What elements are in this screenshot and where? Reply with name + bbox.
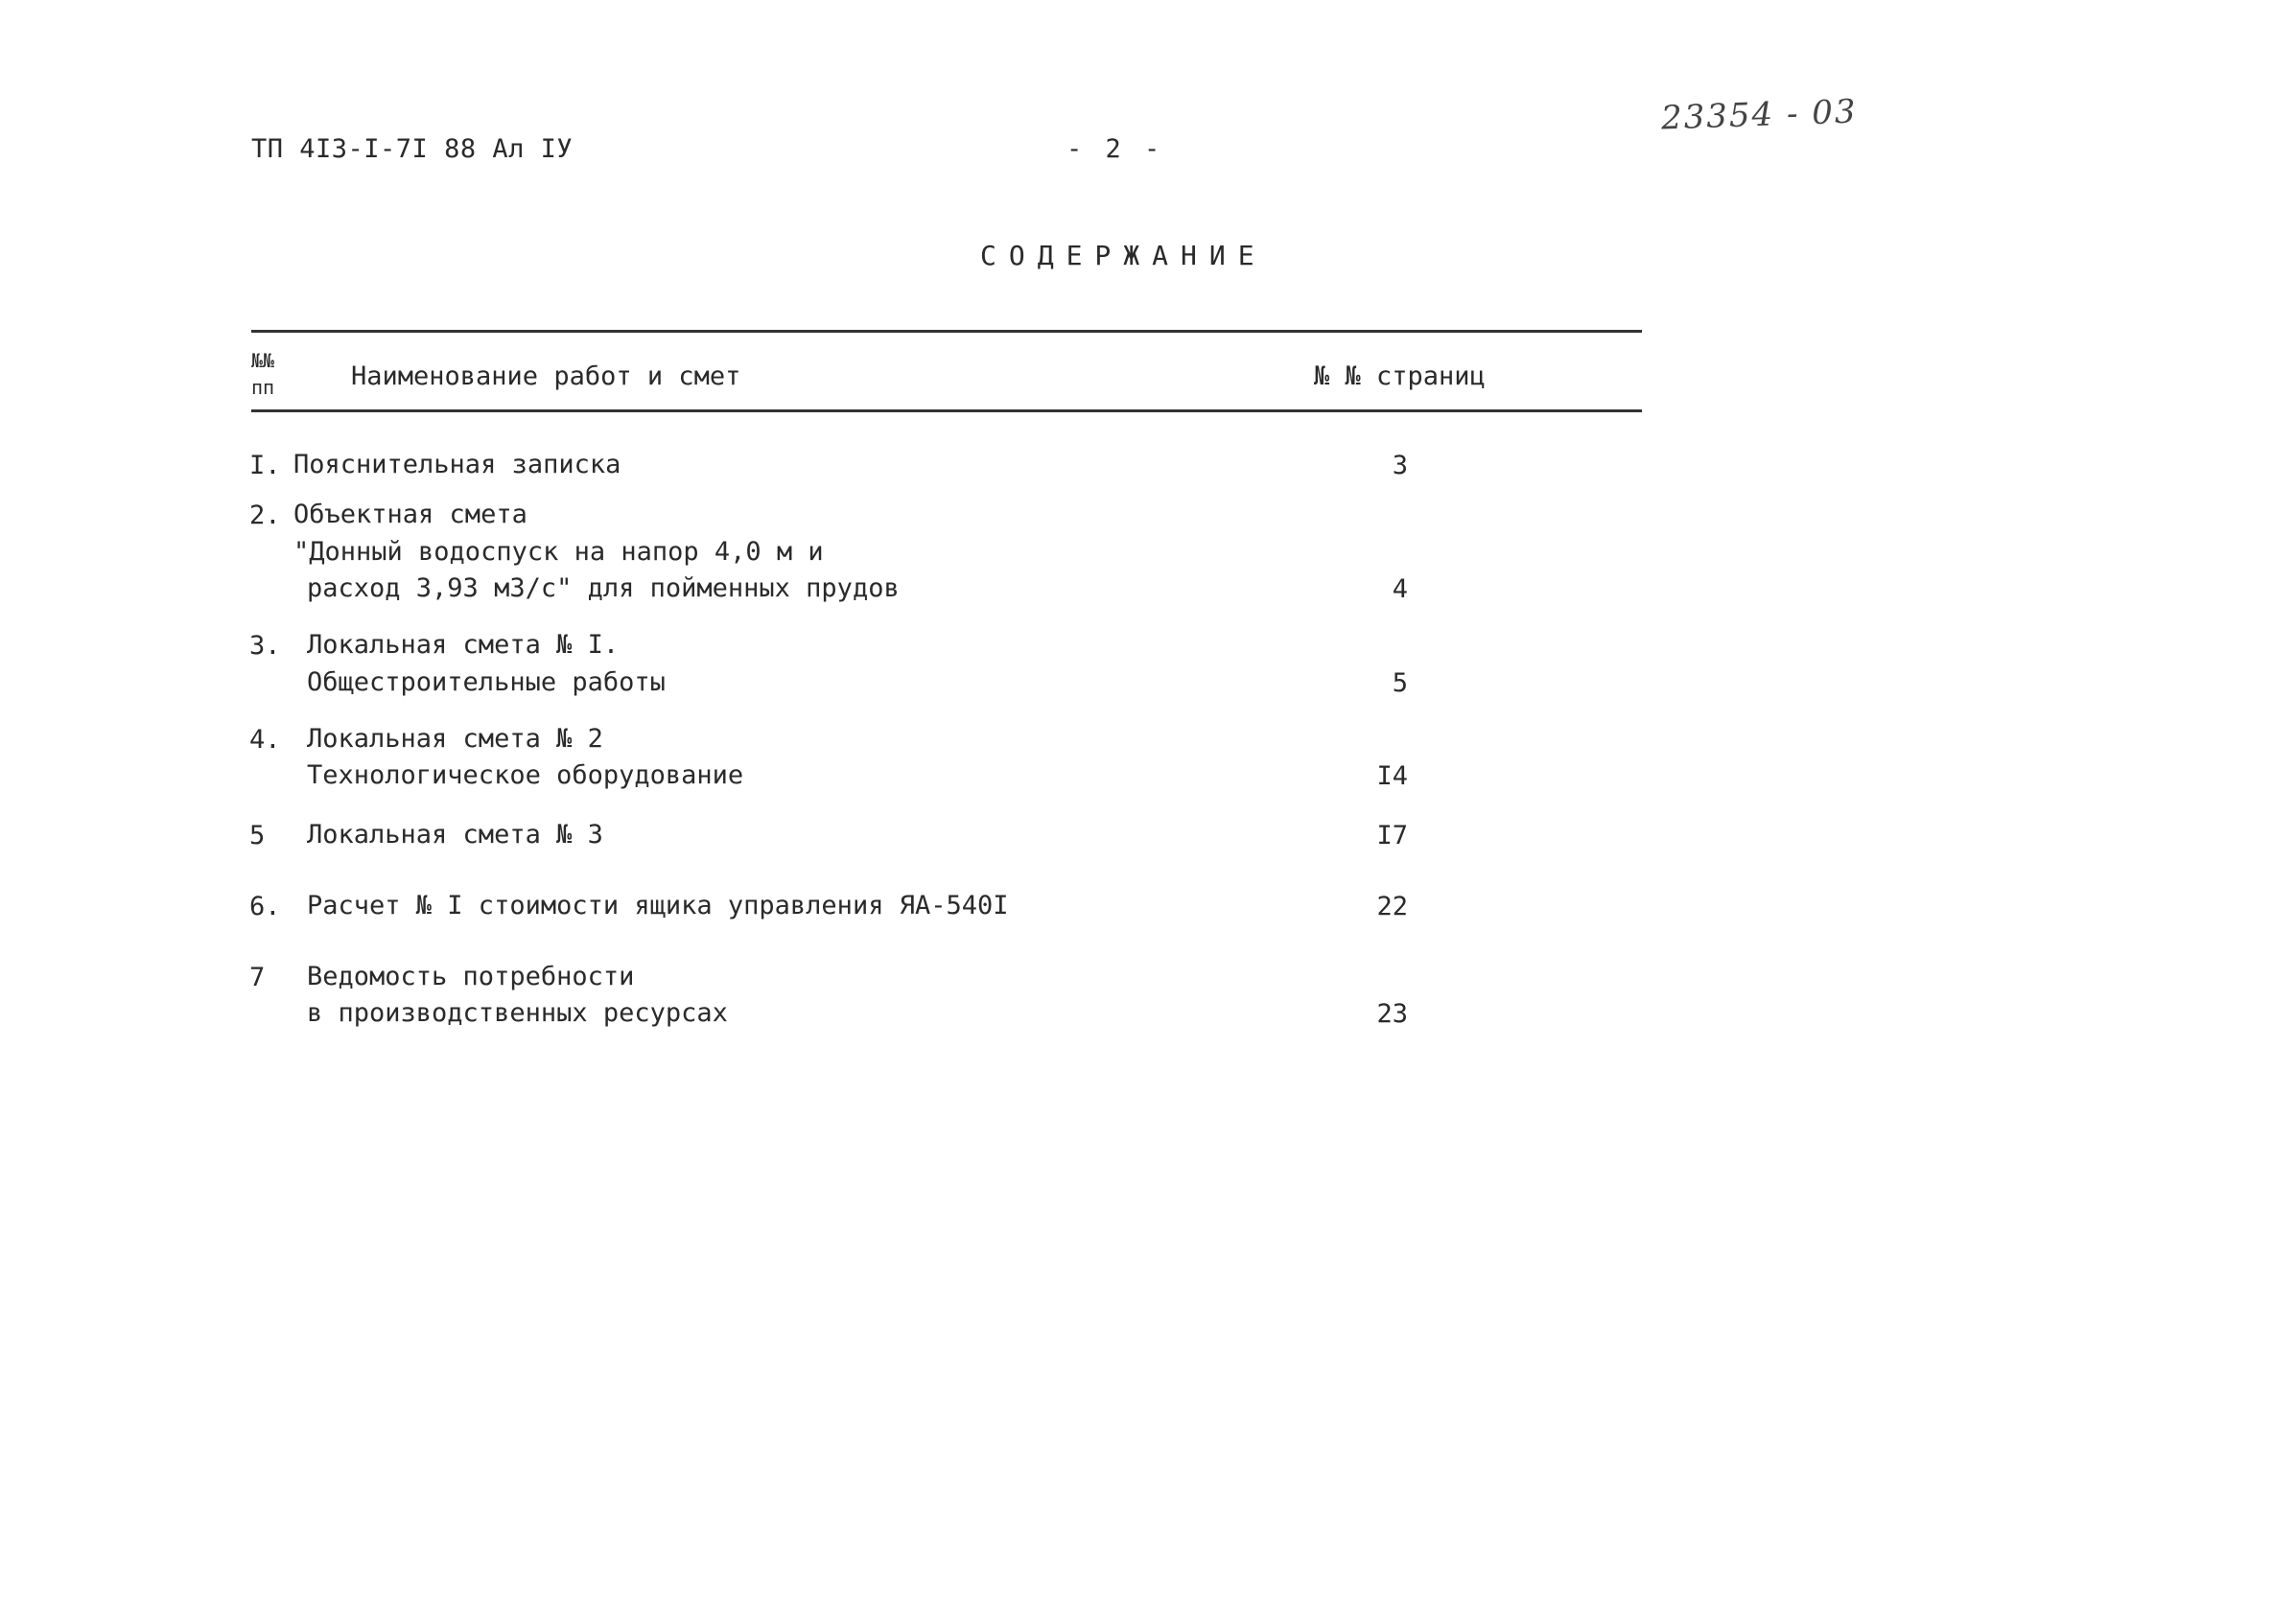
- row-number: 5: [249, 821, 266, 850]
- row-number: 4.: [249, 725, 281, 755]
- row-number: 3.: [249, 631, 281, 661]
- row-number: 6.: [249, 892, 281, 921]
- page-number: - 2 -: [1066, 134, 1164, 164]
- row-title-line: расход 3,93 м3/с" для пойменных прудов: [307, 573, 900, 603]
- row-title-line: в производственных ресурсах: [307, 998, 728, 1028]
- row-title-line: Общестроительные работы: [307, 667, 666, 697]
- row-title-line: Технологическое оборудование: [307, 760, 744, 790]
- row-number: I.: [249, 451, 281, 480]
- column-header-name: Наименование работ и смет: [351, 361, 741, 391]
- row-title: Локальная смета № I.: [307, 630, 620, 660]
- row-number: 7: [249, 963, 266, 992]
- row-page: 3: [1392, 451, 1408, 480]
- row-title: Расчет № I стоимости ящика управления ЯА-540I: [307, 891, 1009, 920]
- row-page: 22: [1376, 892, 1408, 921]
- row-title: Локальная смета № 2: [307, 724, 603, 754]
- row-title: Ведомость потребности: [307, 962, 635, 991]
- row-title-line: "Донный водоспуск на напор 4,0 м и: [293, 537, 824, 567]
- document-code: ТП 4I3-I-7I 88 Ал IУ: [251, 134, 574, 164]
- row-title: Локальная смета № 3: [307, 820, 603, 850]
- page-title: СОДЕРЖАНИЕ: [980, 240, 1267, 271]
- row-page: 5: [1392, 668, 1408, 698]
- table-header-rule: [251, 409, 1642, 412]
- row-page: 23: [1376, 999, 1408, 1029]
- row-title: Пояснительная записка: [293, 450, 621, 479]
- row-number: 2.: [249, 501, 281, 530]
- table-top-rule: [251, 330, 1642, 333]
- row-title: Объектная смета: [293, 500, 527, 529]
- column-header-number: №№ пп: [251, 349, 275, 399]
- row-page: I4: [1376, 761, 1408, 791]
- handwritten-number: 23354 - 03: [1660, 92, 1859, 138]
- row-page: 4: [1392, 574, 1408, 604]
- column-header-pages: № № страниц: [1314, 361, 1486, 391]
- row-page: I7: [1376, 821, 1408, 850]
